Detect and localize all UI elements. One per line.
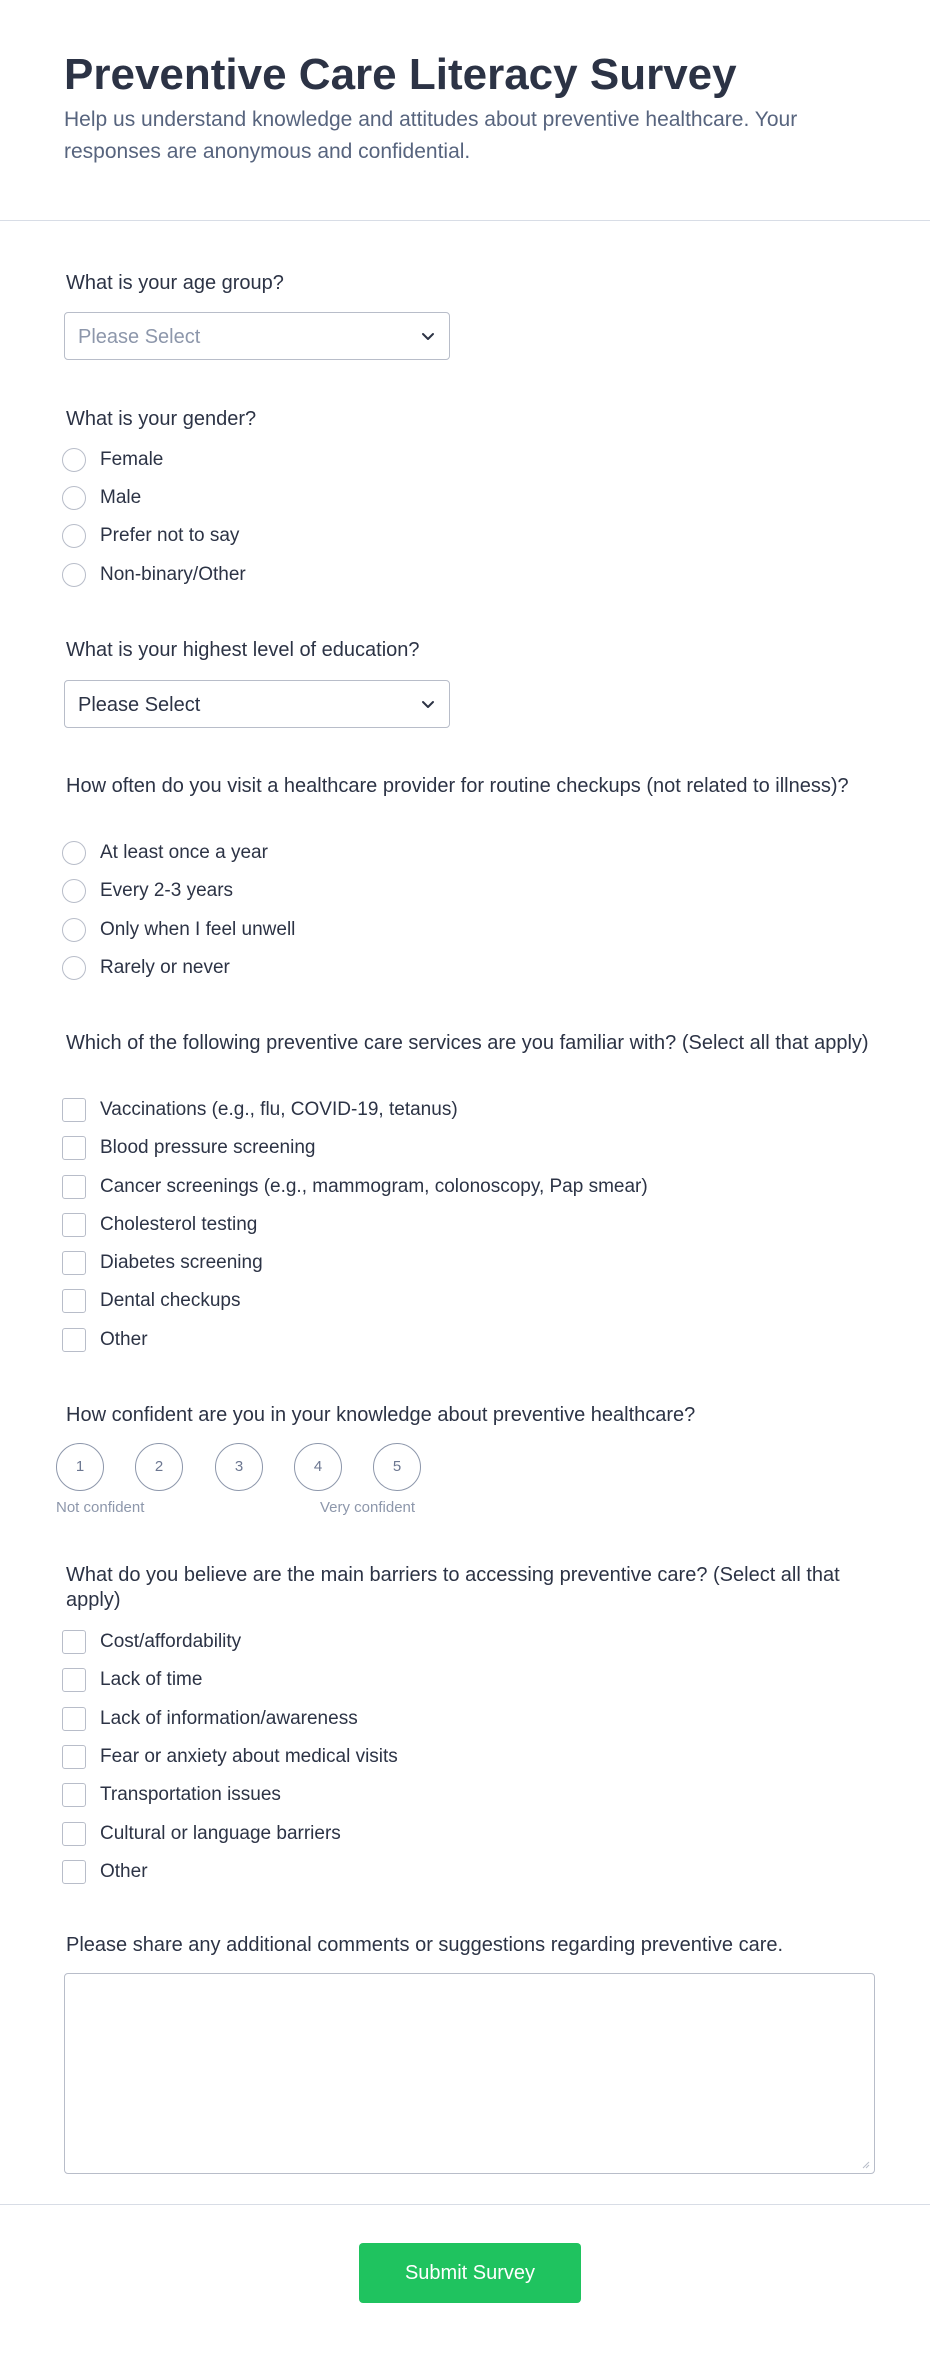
service-option-label: Diabetes screening bbox=[100, 1252, 263, 1273]
gender-option-label: Male bbox=[100, 487, 142, 508]
checkbox[interactable] bbox=[62, 1175, 86, 1199]
rating-3[interactable]: 3 bbox=[215, 1443, 263, 1491]
question-age-label: What is your age group? bbox=[66, 272, 284, 294]
checkup-option-label: Every 2-3 years bbox=[100, 880, 234, 901]
age-group-select[interactable] bbox=[64, 312, 450, 360]
barrier-option-label: Lack of time bbox=[100, 1669, 203, 1690]
barrier-option-label: Lack of information/awareness bbox=[100, 1708, 358, 1729]
rating-1[interactable]: 1 bbox=[56, 1443, 104, 1491]
radio-button[interactable] bbox=[62, 879, 86, 903]
rating-5[interactable]: 5 bbox=[373, 1443, 421, 1491]
barrier-option-label: Cultural or language barriers bbox=[100, 1823, 341, 1844]
rating-2[interactable]: 2 bbox=[135, 1443, 183, 1491]
rating-high-caption: Very confident bbox=[320, 1499, 416, 1516]
radio-button[interactable] bbox=[62, 486, 86, 510]
resize-handle-icon[interactable] bbox=[860, 2159, 870, 2169]
question-gender-label: What is your gender? bbox=[66, 408, 257, 430]
barrier-option-label: Cost/affordability bbox=[100, 1631, 242, 1652]
submit-survey-button[interactable]: Submit Survey bbox=[359, 2243, 581, 2303]
radio-button[interactable] bbox=[62, 841, 86, 865]
question-confidence-label: How confident are you in your knowledge about preventive healthcare? bbox=[66, 1404, 696, 1426]
barrier-option-label: Other bbox=[100, 1861, 148, 1882]
checkbox[interactable] bbox=[62, 1289, 86, 1313]
checkbox[interactable] bbox=[62, 1630, 86, 1654]
service-option-label: Cancer screenings (e.g., mammogram, colonoscopy, Pap smear) bbox=[100, 1176, 648, 1197]
question-barriers-label: What do you believe are the main barriers to accessing preventive care? (Select all that apply) bbox=[66, 1564, 840, 1611]
question-checkups-label: How often do you visit a healthcare provider for routine checkups (not related to illness)? bbox=[66, 775, 849, 797]
gender-option-label: Prefer not to say bbox=[100, 525, 240, 546]
checkbox[interactable] bbox=[62, 1707, 86, 1731]
service-option-label: Blood pressure screening bbox=[100, 1137, 316, 1158]
footer-divider bbox=[0, 2204, 930, 2205]
checkbox[interactable] bbox=[62, 1822, 86, 1846]
checkbox[interactable] bbox=[62, 1098, 86, 1122]
survey-header bbox=[0, 0, 930, 221]
education-select[interactable] bbox=[64, 680, 450, 728]
radio-button[interactable] bbox=[62, 918, 86, 942]
education-select-value: Please Select bbox=[78, 694, 201, 716]
barrier-option-label: Transportation issues bbox=[100, 1784, 281, 1805]
gender-option-label: Non-binary/Other bbox=[100, 564, 246, 585]
question-education-label: What is your highest level of education? bbox=[66, 639, 420, 661]
checkbox[interactable] bbox=[62, 1745, 86, 1769]
chevron-down-icon bbox=[419, 327, 437, 345]
checkbox[interactable] bbox=[62, 1668, 86, 1692]
checkbox[interactable] bbox=[62, 1783, 86, 1807]
checkup-option-label: At least once a year bbox=[100, 842, 268, 863]
comments-textarea[interactable] bbox=[64, 1973, 875, 2174]
service-option-label: Vaccinations (e.g., flu, COVID-19, tetanus) bbox=[100, 1099, 458, 1120]
question-comments-label: Please share any additional comments or suggestions regarding preventive care. bbox=[66, 1934, 784, 1956]
page-subtitle: Help us understand knowledge and attitudes about preventive healthcare. Your responses are anonymous and confidential. bbox=[64, 108, 798, 163]
rating-low-caption: Not confident bbox=[56, 1499, 145, 1516]
chevron-down-icon bbox=[419, 695, 437, 713]
question-services-label: Which of the following preventive care services are you familiar with? (Select all that apply) bbox=[66, 1032, 869, 1054]
barrier-option-label: Fear or anxiety about medical visits bbox=[100, 1746, 398, 1767]
radio-button[interactable] bbox=[62, 524, 86, 548]
service-option-label: Cholesterol testing bbox=[100, 1214, 258, 1235]
service-option-label: Dental checkups bbox=[100, 1290, 241, 1311]
page-title: Preventive Care Literacy Survey bbox=[64, 50, 737, 99]
age-group-select-value: Please Select bbox=[78, 326, 201, 348]
checkup-option-label: Rarely or never bbox=[100, 957, 230, 978]
radio-button[interactable] bbox=[62, 956, 86, 980]
checkup-option-label: Only when I feel unwell bbox=[100, 919, 296, 940]
rating-4[interactable]: 4 bbox=[294, 1443, 342, 1491]
service-option-label: Other bbox=[100, 1329, 148, 1350]
checkbox[interactable] bbox=[62, 1860, 86, 1884]
checkbox[interactable] bbox=[62, 1213, 86, 1237]
gender-option-label: Female bbox=[100, 449, 164, 470]
radio-button[interactable] bbox=[62, 563, 86, 587]
checkbox[interactable] bbox=[62, 1328, 86, 1352]
checkbox[interactable] bbox=[62, 1251, 86, 1275]
checkbox[interactable] bbox=[62, 1136, 86, 1160]
radio-button[interactable] bbox=[62, 448, 86, 472]
